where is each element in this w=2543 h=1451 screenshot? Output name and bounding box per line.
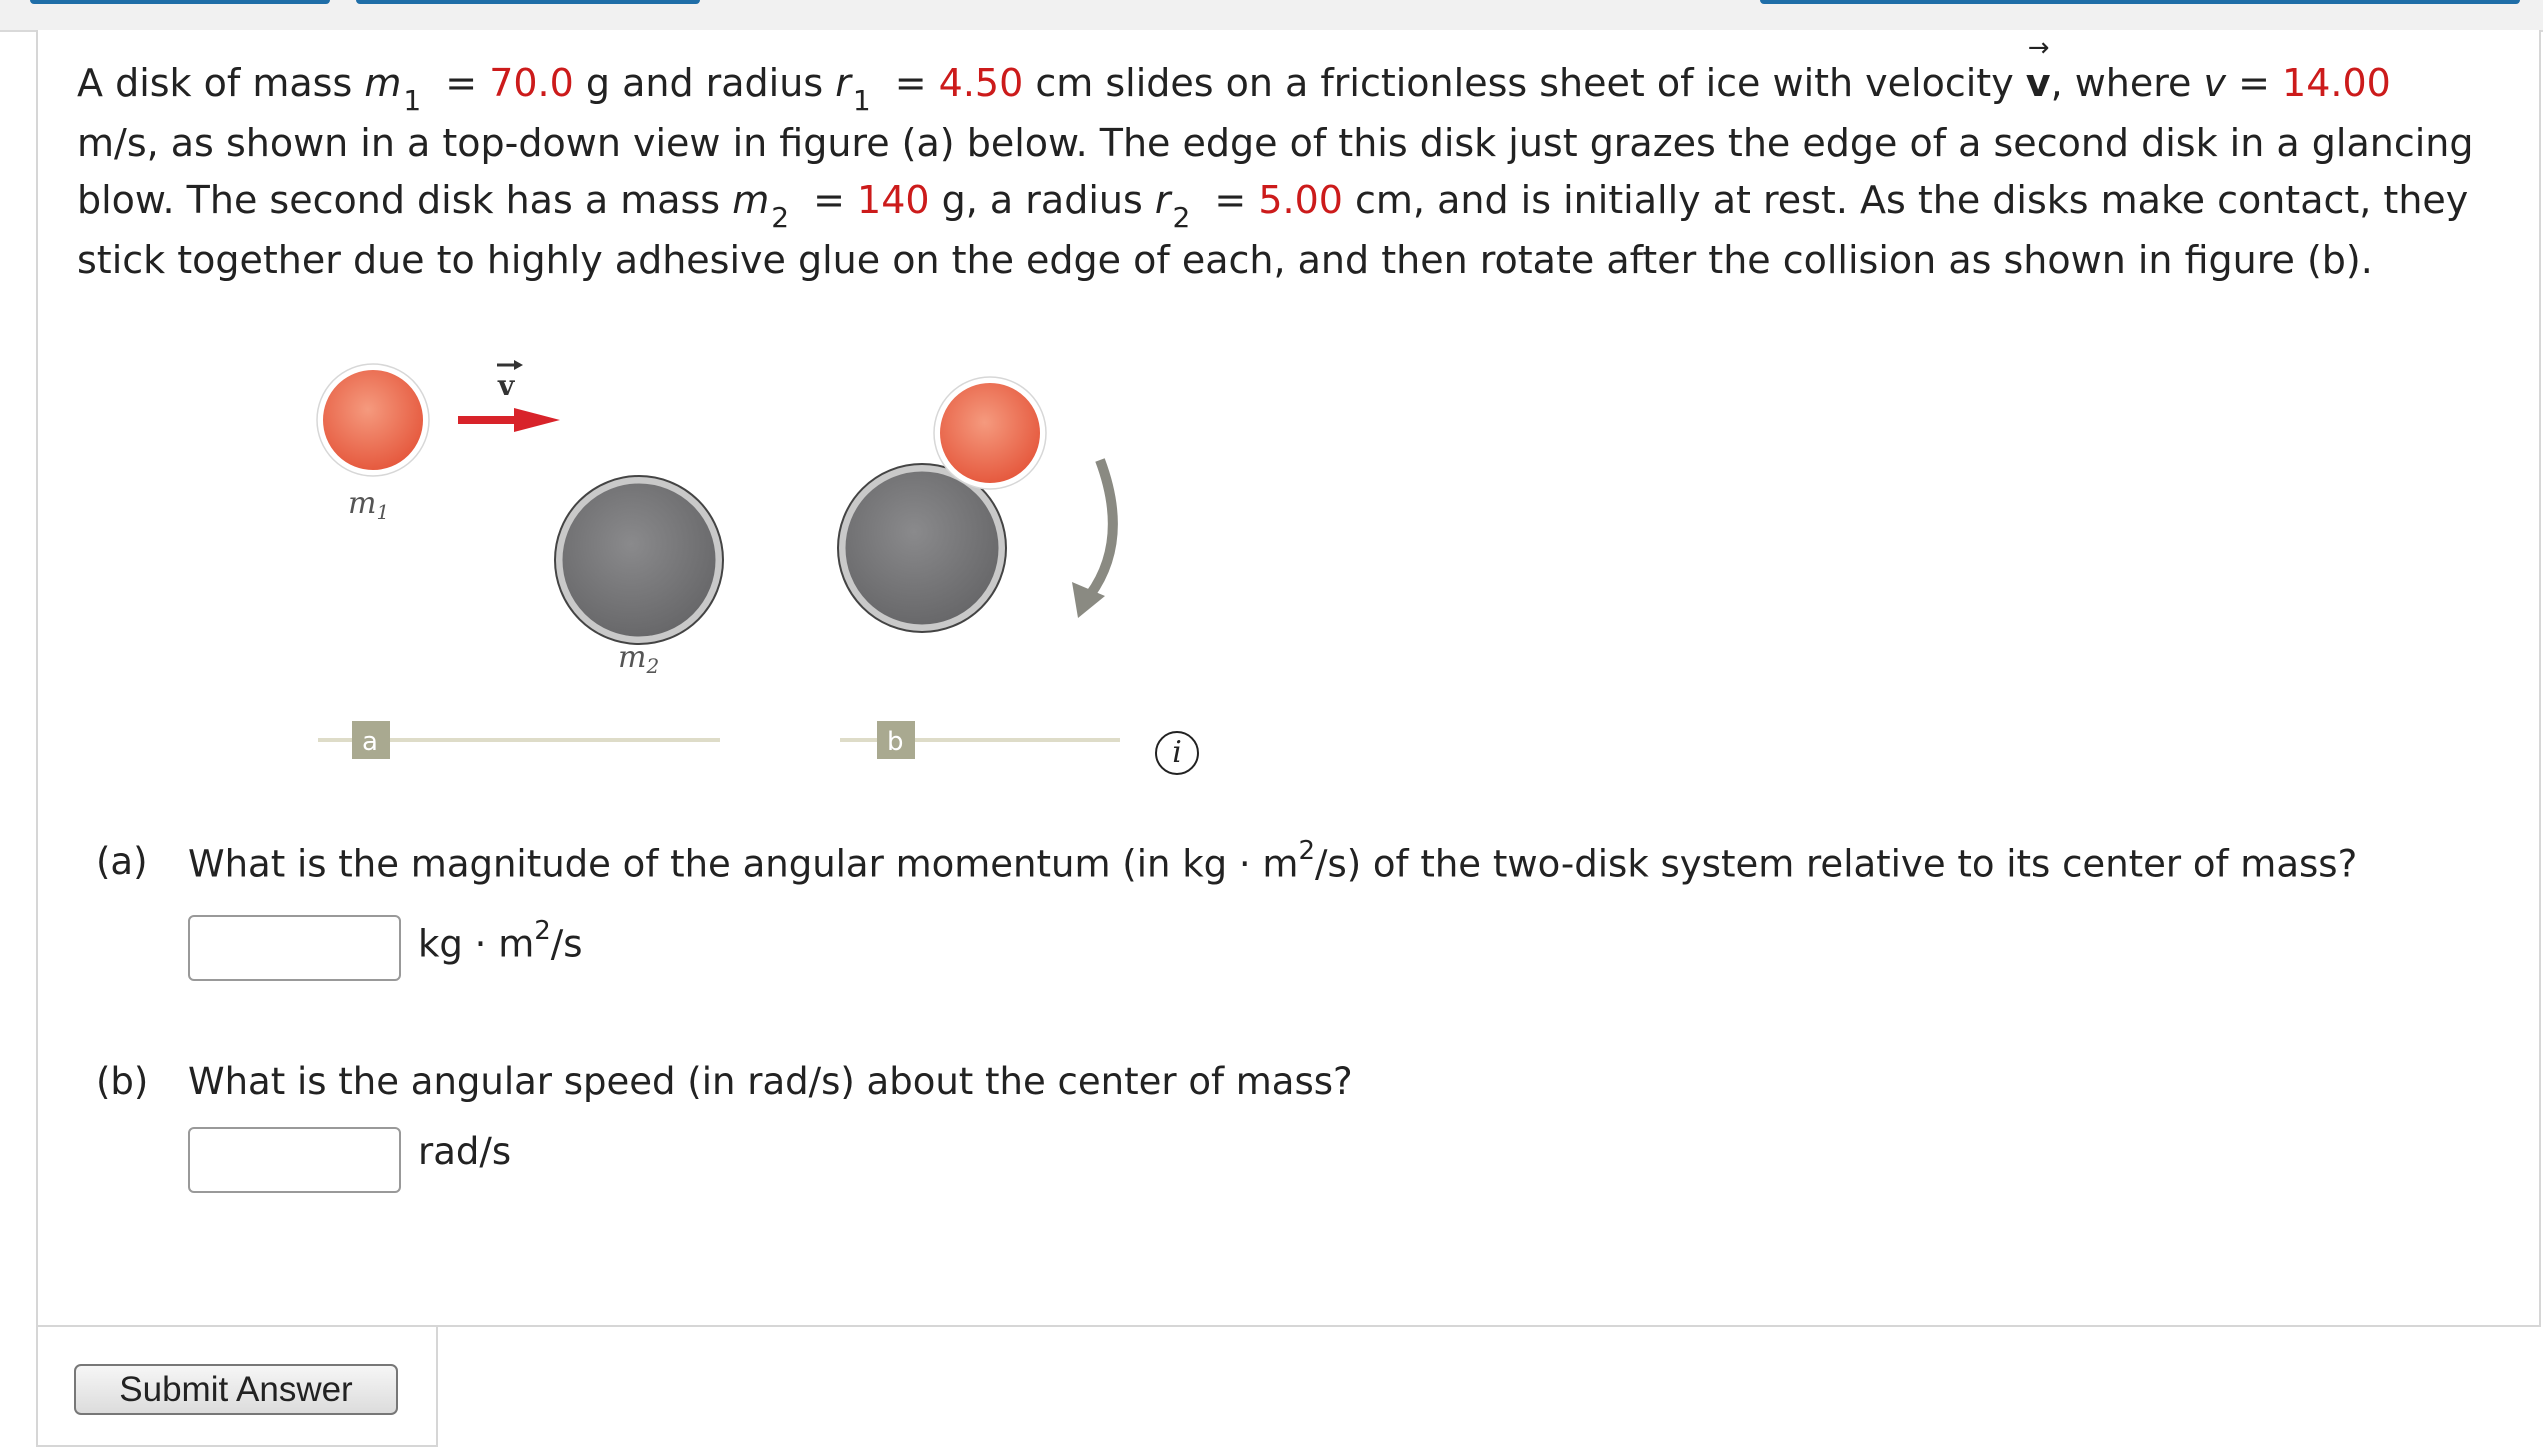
figure-b [838,377,1120,759]
equals: = [2226,61,2283,105]
vector-arrow-icon: → [2027,33,2050,63]
m2-subscript: 2 [771,201,790,234]
question-b-text: What is the angular speed (in rad/s) about the center of mass? [188,1060,1353,1103]
svg-text:a: a [362,727,378,757]
problem-text: , where [2050,61,2204,105]
r1-subscript: 1 [852,84,871,117]
problem-text: m/s, as shown in a top-down view in figure (a) below. The edge of this disk just grazes the edge of a second disk in a glancing blow. The second disk has a mass [77,121,2474,222]
velocity-vector [2025,33,2051,112]
tab-indicator [356,0,700,4]
m2-symbol: m [732,178,770,222]
velocity-symbol: v [2025,61,2051,105]
equals: = [433,61,490,105]
m1-value: 70.0 [489,61,574,105]
r1-symbol: r [835,61,851,105]
v-label: v [498,369,515,402]
answer-b-input[interactable] [188,1127,401,1193]
r2-subscript: 2 [1172,201,1191,234]
figure-a [317,360,723,759]
svg-text:b: b [887,727,904,757]
m2-value: 140 [857,178,930,222]
problem-text: g and radius [573,61,836,105]
answer-b-unit: rad/s [418,1130,512,1173]
rotation-arrow-icon [1090,460,1113,595]
problem-text: cm, and is initially at rest. As the disks make contact, they stick together due to highly adhesive glue on the edge of each, and then rotate after the collision as shown in figure (b). [77,178,2469,282]
tab-indicator [30,0,330,4]
v-symbol: v [2203,61,2227,105]
m1-symbol: m [364,61,402,105]
answer-a-input[interactable] [188,915,401,981]
info-icon[interactable]: i [1155,731,1199,775]
answer-a-unit: kg · $m^2/s$ [418,916,583,966]
submit-answer-button[interactable]: Submit Answer [74,1364,398,1415]
v-value: 14.00 [2282,61,2391,105]
question-b [96,1060,2396,1110]
problem-text: g, a radius [929,178,1155,222]
question-a-tag: (a) [96,840,148,883]
disk-m2 [559,480,719,640]
tab-indicator [1760,0,2520,4]
m1-subscript: 1 [403,84,422,117]
question-a-text: What is the magnitude of the angular momentum (in kg · $m^2/s$) of the two-disk system relative to its center of mass? [188,836,2358,886]
r2-symbol: r [1154,178,1171,222]
m1-label: $m_1$ [348,486,390,524]
problem-statement [77,33,2477,289]
question-a [96,836,2396,890]
r1-value: 4.50 [938,61,1024,105]
disk-m1-combined [937,380,1043,486]
disk-m1 [320,367,426,473]
question-b-tag: (b) [96,1060,149,1103]
submit-area [36,1327,438,1447]
problem-text: A disk of mass [77,61,365,105]
r2-value: 5.00 [1258,178,1343,222]
disk-m2-combined [842,468,1002,628]
equals: = [1202,178,1259,222]
problem-text: cm slides on a frictionless sheet of ice with velocity [1023,61,2026,105]
collision-figure [300,340,1160,780]
m2-label: $m_2$ [618,640,660,678]
top-strip [0,0,2543,32]
equals: = [882,61,939,105]
equals: = [801,178,858,222]
